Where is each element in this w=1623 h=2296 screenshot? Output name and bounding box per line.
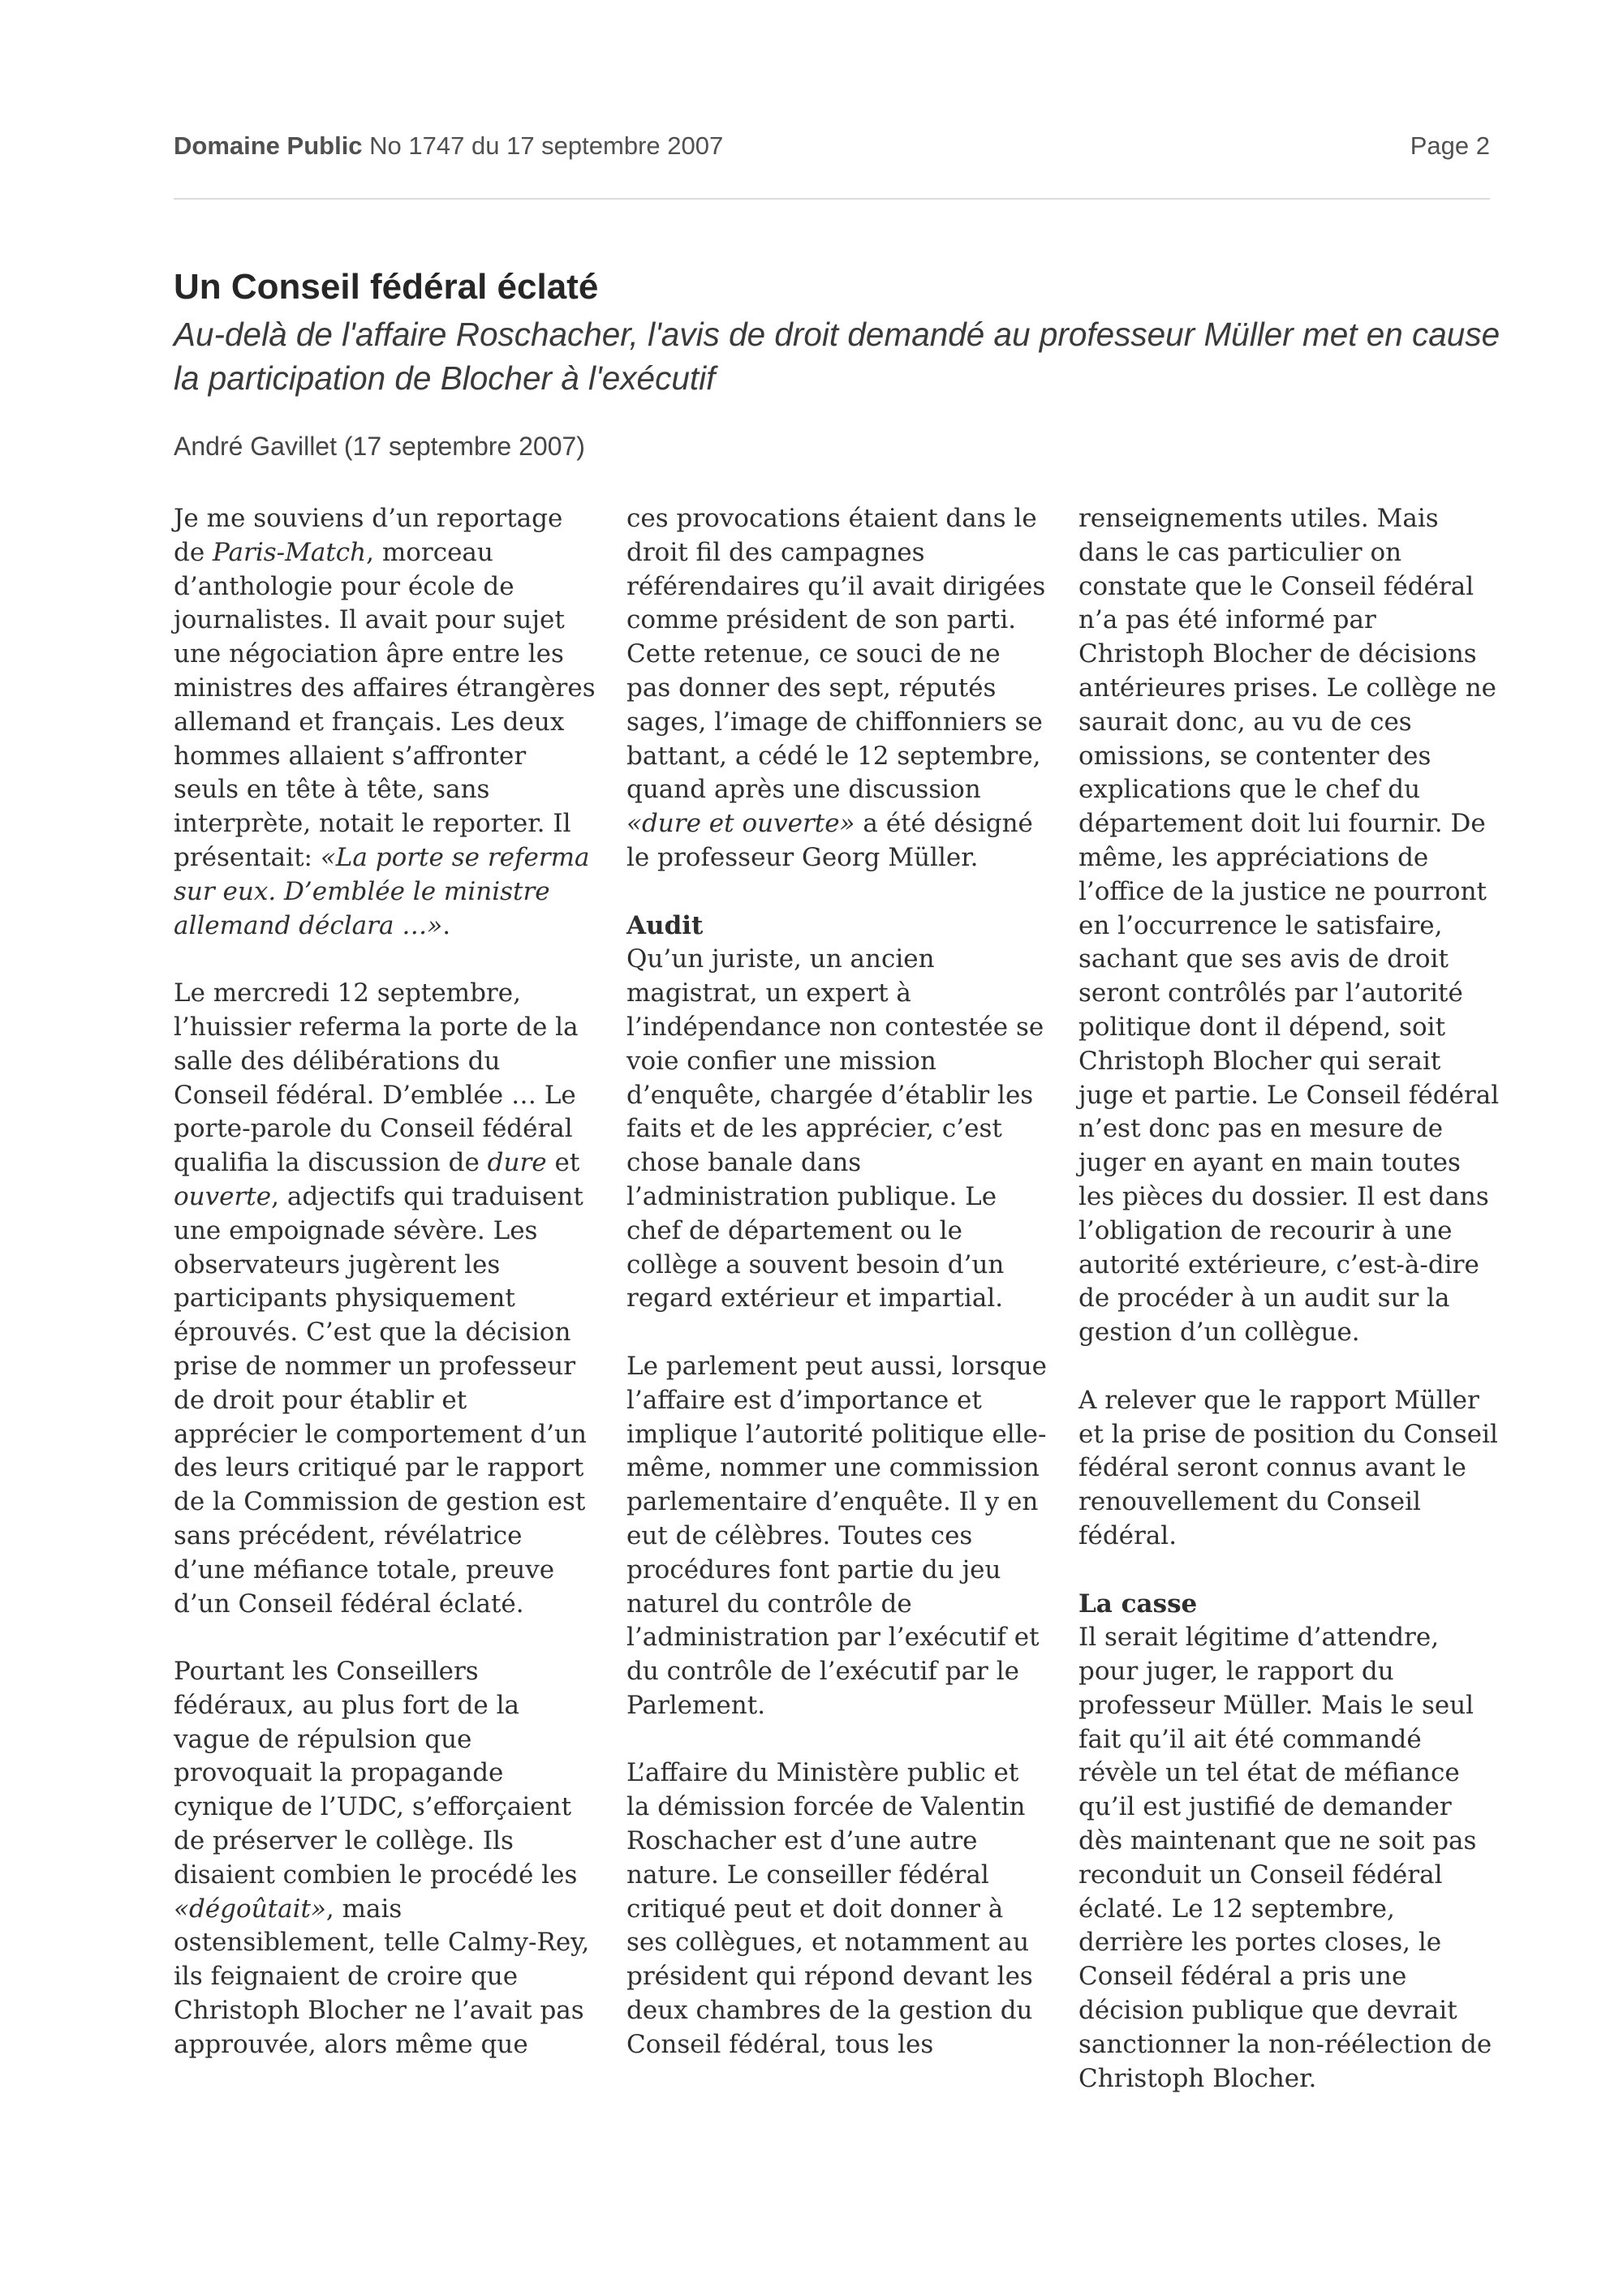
text-run: a été désigné le professeur Georg Müller.	[626, 809, 1033, 872]
section-heading-audit: Audit	[626, 910, 704, 940]
text-column-2	[626, 502, 1048, 2062]
text-run: Qu’un juriste, un ancien magistrat, un expert à l’indépendance non contestée se voie confier une mission d’enquête, chargée d’établir les faits et de les apprécier, c’est chose banale dans l’administration publique. Le chef de département ou le collège a souvent besoin d’un regard extérieur et impartial.	[626, 944, 1044, 1314]
text-run: .	[442, 910, 451, 940]
text-column-3	[1078, 502, 1500, 2096]
paragraph	[174, 977, 596, 1621]
paragraph	[626, 502, 1048, 875]
italic-text: Paris-Match	[213, 537, 367, 567]
article-subtitle: Au-delà de l'affaire Roschacher, l'avis de droit demandé au professeur Müller met en cause la participation de Blocher à l'exécutif	[174, 316, 1500, 397]
text-run: ces provocations étaient dans le droit fil des campagnes référendaires qu’il avait dirigées comme président de son parti. Cette retenue, ce souci de ne pas donner des sept, réputés sages, l’image de chiffonniers se battant, a cédé le 12 septembre, quand après une discussion	[626, 504, 1046, 805]
text-column-1	[174, 502, 596, 2062]
text-run: Le mercredi 12 septembre, l’huissier referma la porte de la salle des délibérations du Conseil fédéral. D’emblée … Le porte-parole du Conseil fédéral qualifia la discussion de	[174, 978, 579, 1178]
publication-name: Domaine Public	[174, 131, 363, 160]
text-run: , adjectifs qui traduisent une empoignade sévère. Les observateurs jugèrent les participants physiquement éprouvés. C’est que la décision prise de nommer un professeur de droit pour établir et apprécier le comportement d’un des leurs critiqué par le rapport de la Commission de gestion est sans précédent, révélatrice d’une méfiance totale, preuve d’un Conseil fédéral éclaté.	[174, 1181, 587, 1619]
paragraph	[174, 1655, 596, 2062]
text-run: Je me souviens d’un reportage de	[174, 504, 563, 567]
paragraph	[626, 909, 1048, 1317]
text-run: et	[546, 1148, 580, 1178]
text-run: Il serait légitime d’attendre, pour juger, le rapport du professeur Müller. Mais le seul fait qu’il ait été commandé révèle un tel état de méfiance qu’il est justifié de demander dès maintenant que ne soit pas reconduit un Conseil fédéral éclaté. Le 12 septembre, derrière les portes closes, le Conseil fédéral a pris une décision publique que devrait sanctionner la non-réélection de Christoph Blocher.	[1078, 1623, 1492, 2093]
italic-quote: «dégoûtait»	[174, 1894, 326, 1924]
header-divider	[174, 198, 1490, 200]
page-number: Page 2	[1410, 131, 1490, 160]
italic-quote: «La porte se referma sur eux. D’emblée le ministre allemand déclara …»	[174, 842, 590, 940]
text-run: , morceau d’anthologie pour école de journalistes. Il avait pour sujet une négociation âpre entre les ministres des affaires étrangères allemand et français. Les deux hommes allaient s’affronter seuls en tête à tête, sans interprète, notait le reporter. Il présentait:	[174, 537, 596, 872]
issue-info: No 1747 du 17 septembre 2007	[369, 131, 724, 160]
text-run: Pourtant les Conseillers fédéraux, au plus fort de la vague de répulsion que provoquait la propagande cynique de l’UDC, s’efforçaient de préserver le collège. Ils disaient combien le procédé les	[174, 1657, 578, 1890]
article-byline: André Gavillet (17 septembre 2007)	[174, 432, 585, 461]
italic-quote: «dure et ouverte»	[626, 809, 855, 839]
italic-text: dure	[487, 1148, 547, 1178]
article-title: Un Conseil fédéral éclaté	[174, 267, 599, 307]
text-run: , mais ostensiblement, telle Calmy-Rey, ils feignaient de croire que Christoph Blocher ne l’avait pas approuvée, alors même que	[174, 1894, 590, 2059]
page-header	[174, 131, 1490, 169]
paragraph	[1078, 1588, 1500, 2096]
italic-text: ouverte	[174, 1181, 272, 1211]
paragraph: Le parlement peut aussi, lorsque l’affaire est d’importance et implique l’autorité politique elle-même, nommer une commission parlementaire d’enquête. Il y en eut de célèbres. Toutes ces procédures font partie du jeu naturel du contrôle de l’administration par l’exécutif et du contrôle de l’exécutif par le Parlement.	[626, 1351, 1048, 1720]
paragraph: renseignements utiles. Mais dans le cas particulier on constate que le Conseil fédéral n’a pas été informé par Christoph Blocher de décisions antérieures prises. Le collège ne saurait donc, au vu de ces omissions, se contenter des explications que le chef du département doit lui fournir. De même, les appréciations de l’office de la justice ne pourront en l’occurrence le satisfaire, sachant que ses avis de droit seront contrôlés par l’autorité politique dont il dépend, soit Christoph Blocher qui serait juge et partie. Le Conseil fédéral n’est donc pas en mesure de juger en ayant en main toutes les pièces du dossier. Il est dans l’obligation de recourir à une autorité extérieure, c’est-à-dire de procéder à un audit sur la gestion d’un collègue.	[1078, 504, 1500, 1348]
paragraph: A relever que le rapport Müller et la prise de position du Conseil fédéral seront connus avant le renouvellement du Conseil fédéral.	[1078, 1385, 1498, 1550]
paragraph: L’affaire du Ministère public et la démission forcée de Valentin Roschacher est d’une autre nature. Le conseiller fédéral critiqué peut et doit donner à ses collègues, et notamment au président qui répond devant les deux chambres de la gestion du Conseil fédéral, tous les	[626, 1758, 1033, 2059]
section-heading-la-casse: La casse	[1078, 1589, 1198, 1619]
paragraph	[174, 502, 596, 943]
